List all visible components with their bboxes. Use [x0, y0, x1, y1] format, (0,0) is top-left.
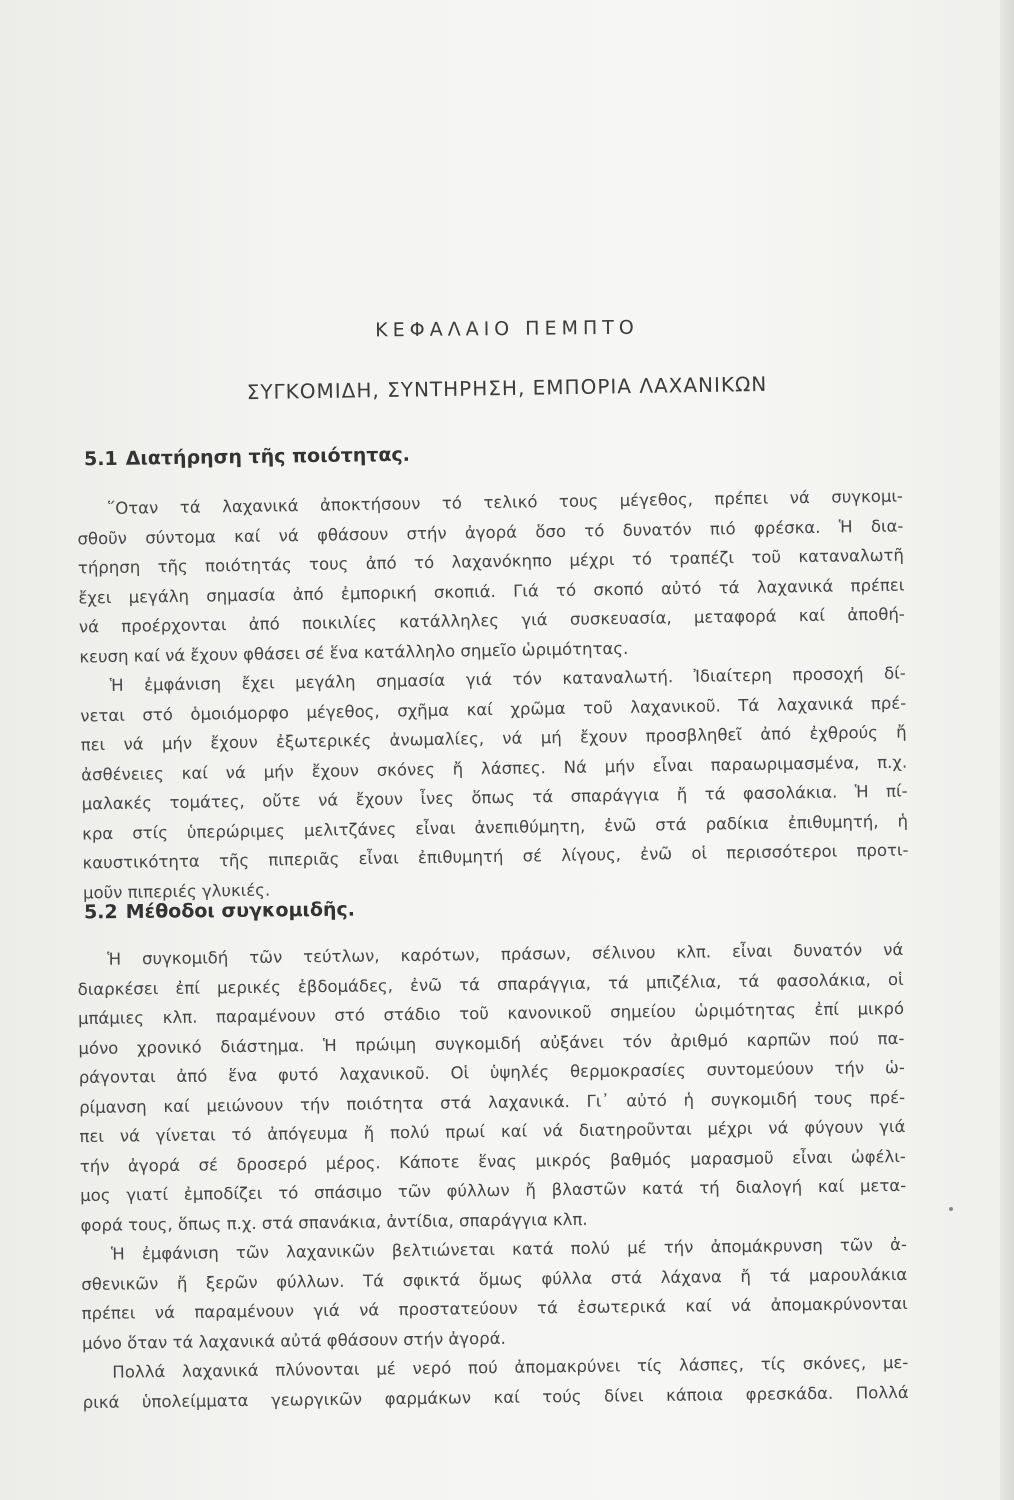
text-line: διαρκέσει ἐπί μερικές ἑβδομάδες, ἐνῶ τά σπαράγγια, τά μπιζέλια, τά φασολάκια, οἱ — [77, 969, 904, 999]
text-line: κευση καί νά ἔχουν φθάσει σέ ἕνα κατάλληλο σημεῖο ὡριμότητας. — [79, 638, 629, 666]
text-line: Ἡ ἐμφάνιση τῶν λαχανικῶν βελτιώνεται κατά πολύ μέ τήν ἀπομάκρυνση τῶν ἀ- — [110, 1234, 907, 1264]
text-line: νά προέρχονται ἀπό ποικιλίες κατάλληλες γιά συσκευασία, μεταφορά καί ἀποθή- — [78, 604, 905, 637]
section-body — [77, 482, 909, 908]
section-title: Μέθοδοι συγκομιδῆς. — [125, 898, 356, 923]
section-number: 5.2 — [83, 901, 118, 924]
text-line: ρίμανση καί μειώνουν τήν ποιότητα στά λαχανικά. Γι᾿ αὐτό ἡ συγκομιδή τους πρέ- — [79, 1087, 906, 1117]
text-line: πρέπει νά παραμένουν γιά νά προστατεύουν τά ἐσωτερικά καί νά ἀπομακρύνονται — [81, 1293, 908, 1324]
text-line: πει νά μήν ἔχουν ἐξωτερικές ἀνωμαλίες, νά μή ἔχουν προσβληθεῖ ἀπό ἐχθρούς ἤ — [80, 722, 907, 755]
section-title: Διατήρηση τῆς ποιότητας. — [125, 443, 411, 470]
section-heading — [84, 444, 410, 471]
text-line: ἀσθένειες καί νά μήν ἔχουν σκόνες ἤ λάσπες. Νά μήν εἶναι παραωριμασμένα, π.χ. — [81, 752, 908, 784]
text-line: ράγονται ἀπό ἕνα φυτό λαχανικοῦ. Οἱ ὑψηλές θερμοκρασίες συντομεύουν τήν ὡ- — [78, 1057, 905, 1088]
text-line: πει νά γίνεται τό ἀπόγευμα ἤ πολύ πρωί καί νά διατηροῦνται μέχρι νά φύγουν γιά — [79, 1116, 906, 1147]
section-body — [77, 935, 909, 1417]
text-line: σθενικῶν ἤ ξερῶν φύλλων. Τά σφικτά ὅμως φύλλα στά λάχανα ἤ τά μαρουλάκια — [81, 1264, 908, 1294]
text-line: ρικά ὑπολείμματα γεωργικῶν φαρμάκων καί τούς δίνει κάποια φρεσκάδα. Πολλά — [82, 1382, 909, 1412]
text-line: σθοῦν σύντομα καί νά φθάσουν στήν ἀγορά ὅσο τό δυνατόν πιό φρέσκα. Ἡ δια- — [77, 516, 904, 549]
chapter-label: ΚΕΦΑΛΑΙΟ ΠΕΜΠΤΟ — [375, 316, 639, 342]
section-number: 5.1 — [83, 447, 118, 471]
text-line: Πολλά λαχανικά πλύνονται μέ νερό πού ἀπομακρύνει τίς λάσπες, τίς σκόνες, με- — [112, 1352, 909, 1382]
text-line: ἔχει μεγάλη σημασία ἀπό ἐμπορική σκοπιά. Γιά τό σκοπό αὐτό τά λαχανικά πρέπει — [78, 575, 905, 607]
text-line: μόνο χρονικό διάστημα. Ἡ πρώιμη συγκομιδή αὐξάνει τόν ἀριθμό καρπῶν πού πα- — [78, 1028, 905, 1058]
page-edge — [1000, 0, 1014, 1500]
text-line: μος γιατί ἐμποδίζει τό σπάσιμο τῶν φύλλων ἤ βλαστῶν κατά τή διαλογή καί μετα- — [80, 1175, 907, 1206]
text-line: μοῦν πιπεριές γλυκιές. — [82, 880, 271, 902]
chapter-title: ΣΥΓΚΟΜΙΔΗ, ΣΥΝΤΗΡΗΣΗ, ΕΜΠΟΡΙΑ ΛΑΧΑΝΙΚΩΝ — [246, 371, 768, 405]
text-line: τήρηση τῆς ποιότητάς τους ἀπό τό λαχανόκηπο μέχρι τό τραπέζι τοῦ καταναλωτῆ — [77, 545, 905, 578]
text-line: νεται στό ὁμοιόμορφο μέγεθος, σχῆμα καί χρῶμα τοῦ λαχανικοῦ. Τά λαχανικά πρέ- — [80, 693, 907, 725]
text-line: Ἡ συγκομιδή τῶν τεύτλων, καρότων, πράσων, σέλινου κλπ. εἶναι δυνατόν νά — [107, 939, 904, 969]
ink-speck — [949, 1207, 953, 1211]
text-line: ῞Οταν τά λαχανικά ἀποκτήσουν τό τελικό τους μέγεθος, πρέπει νά συγκομι- — [106, 486, 904, 519]
text-line: μαλακές τομάτες, οὔτε νά ἔχουν ἶνες ὅπως τά σπαράγγια ἤ τά φασολάκια. Ἡ πί- — [81, 781, 908, 814]
section-heading — [84, 899, 355, 924]
text-line: φορά τους, ὅπως π.χ. στά σπανάκια, ἀντίδια, σπαράγγια κλπ. — [80, 1209, 588, 1235]
text-line: καυστικότητα τῆς πιπεριᾶς εἶναι ἐπιθυμητή σέ λίγους, ἐνῶ οἱ περισσότεροι προτι- — [82, 840, 909, 873]
text-line: μπάμιες κλπ. παραμένουν στό στάδιο τοῦ κανονικοῦ σημείου ὡριμότητας ἐπί μικρό — [77, 998, 905, 1029]
text-line: τήν ἀγορά σέ δροσερό μέρος. Κάποτε ἕνας μικρός βαθμός μαρασμοῦ εἶναι ὠφέλι- — [79, 1146, 906, 1176]
text-line: Ἡ ἐμφάνιση ἔχει μεγάλη σημασία γιά τόν καταναλωτή. Ἰδιαίτερη προσοχή δί- — [109, 663, 906, 696]
text-line: μόνο ὅταν τά λαχανικά αὐτά φθάσουν στήν ἀγορά. — [81, 1328, 506, 1353]
text-line: κρα στίς ὑπερώριμες μελιτζάνες εἶναι ἀνεπιθύμητη, ἐνῶ στά ραδίκια ἐπιθυμητή, ἡ — [81, 810, 909, 843]
